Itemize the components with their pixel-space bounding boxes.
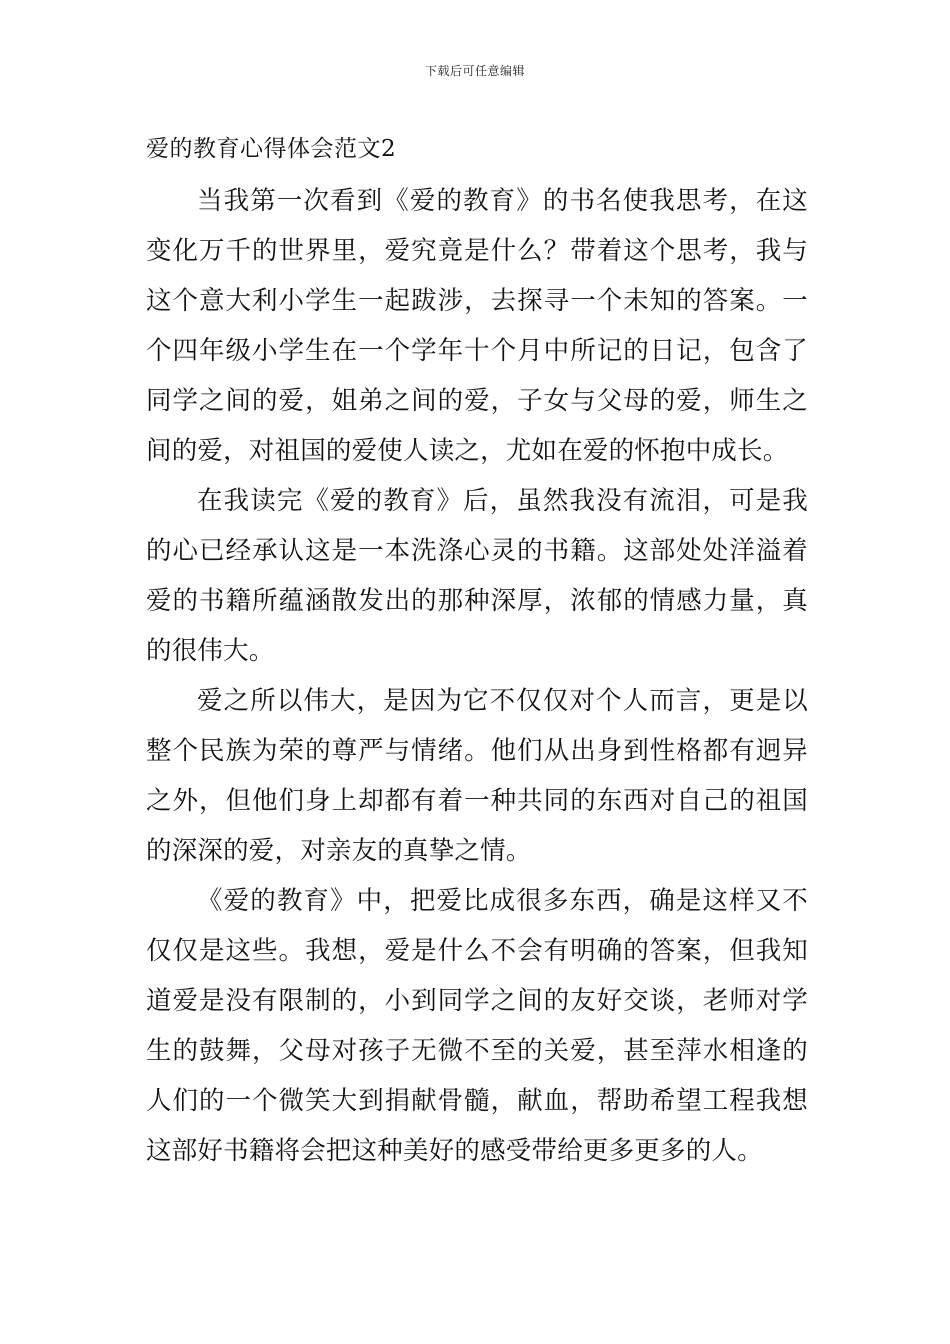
- paragraph-2: 在我读完《爱的教育》后，虽然我没有流泪，可是我的心已经承认这是一本洗涤心灵的书籍。这部处处洋溢着爱的书籍所蕴涵散发出的那种深厚，浓郁的情感力量，真的很伟大。: [146, 486, 808, 666]
- document-body: [146, 176, 808, 1176]
- document-title: 爱的教育心得体会范文2: [146, 136, 397, 162]
- header-note: 下载后可任意编辑: [424, 64, 525, 78]
- paragraph-3: 爱之所以伟大，是因为它不仅仅对个人而言，更是以整个民族为荣的尊严与情绪。他们从出身到性格都有迥异之外，但他们身上却都有着一种共同的东西对自己的祖国的深深的爱，对亲友的真挚之情。: [146, 686, 808, 866]
- paragraph-1: 当我第一次看到《爱的教育》的书名使我思考，在这变化万千的世界里，爱究竟是什么？带着这个思考，我与这个意大利小学生一起跋涉，去探寻一个未知的答案。一个四年级小学生在一个学年十个月中所记的日记，包含了同学之间的爱，姐弟之间的爱，子女与父母的爱，师生之间的爱，对祖国的爱使人读之，尤如在爱的怀抱中成长。: [146, 186, 808, 466]
- paragraph-4: 《爱的教育》中，把爱比成很多东西，确是这样又不仅仅是这些。我想，爱是什么不会有明确的答案，但我知道爱是没有限制的，小到同学之间的友好交谈，老师对学生的鼓舞，父母对孩子无微不至的关爱，甚至萍水相逢的人们的一个微笑大到捐献骨髓，献血，帮助希望工程我想这部好书籍将会把这种美好的感受带给更多更多的人。: [146, 886, 808, 1166]
